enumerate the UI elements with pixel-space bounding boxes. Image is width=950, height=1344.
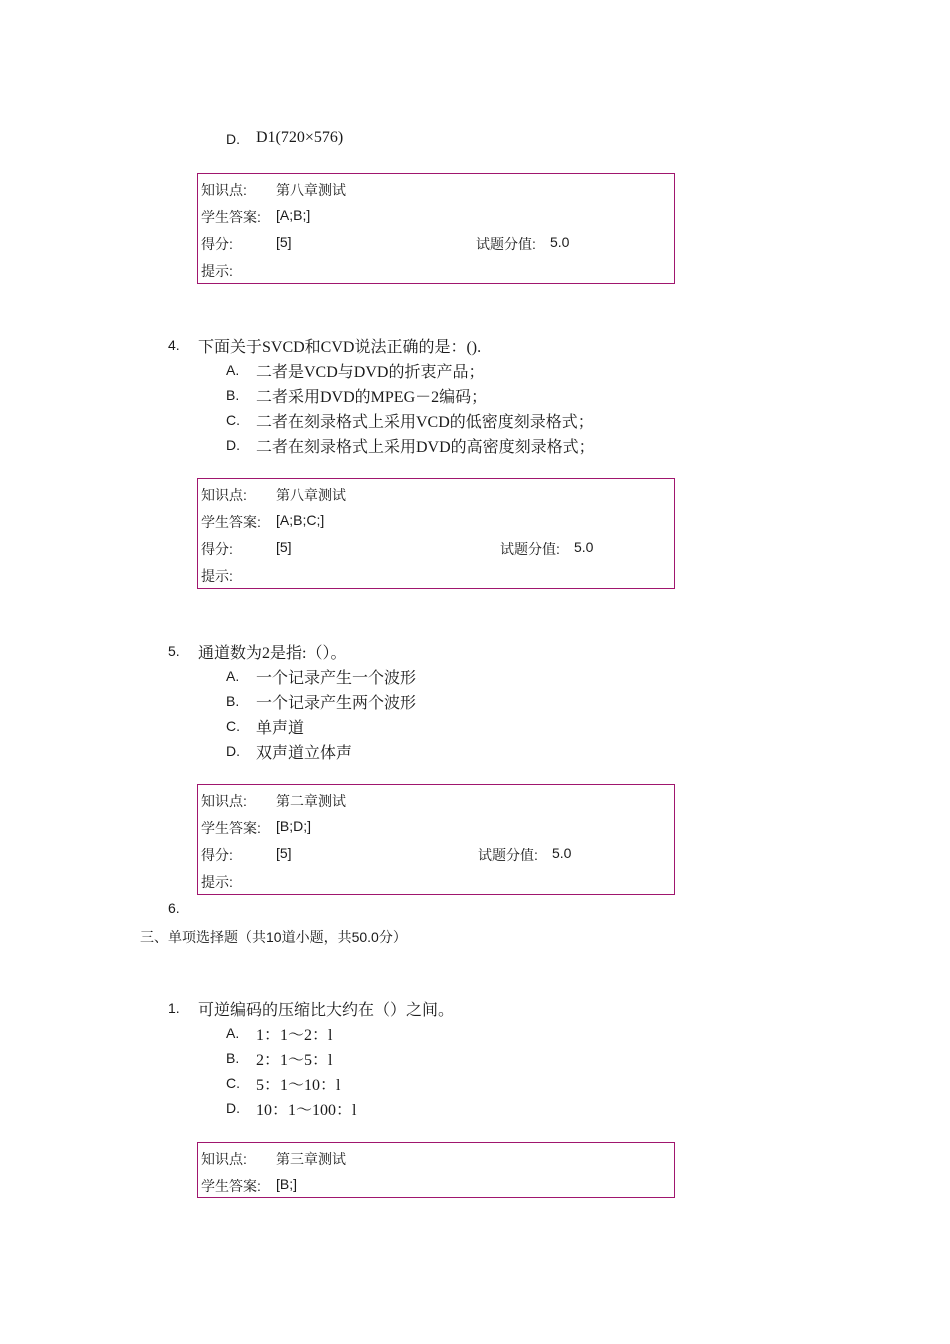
option-text: D1(720×576) xyxy=(256,129,344,146)
answer-label: 学生答案: xyxy=(201,209,261,225)
question-value: 5.0 xyxy=(552,845,572,861)
knowledge-value: 第二章测试 xyxy=(276,793,346,809)
question-number: 6. xyxy=(168,900,180,916)
option-text: 二者是VCD与DVD的折衷产品； xyxy=(256,364,485,381)
option-letter: B. xyxy=(226,693,240,709)
option-letter: D. xyxy=(226,1100,240,1116)
answer-label: 学生答案: xyxy=(201,820,261,836)
answer-info-box xyxy=(197,173,675,284)
question-value: 5.0 xyxy=(574,539,594,555)
answer-info-box xyxy=(197,784,675,895)
question-text: 可逆编码的压缩比大约在（）之间。 xyxy=(198,1002,455,1019)
option-letter: B. xyxy=(226,1050,240,1066)
answer-value: [A;B;] xyxy=(276,207,311,223)
option-letter: B. xyxy=(226,387,240,403)
answer-label: 学生答案: xyxy=(201,514,261,530)
section-heading: 三、单项选择题（共10道小题，共50.0分） xyxy=(140,929,407,945)
option-text: 二者在刻录格式上采用DVD的高密度刻录格式； xyxy=(256,439,595,456)
score-value: [5] xyxy=(276,845,292,861)
score-label: 得分: xyxy=(201,541,233,557)
option-text: 1：1～2：l xyxy=(256,1027,333,1044)
option-text: 2：1～5：l xyxy=(256,1052,333,1069)
option-letter: A. xyxy=(226,1025,240,1041)
option-letter: A. xyxy=(226,362,240,378)
option-text: 5：1～10：l xyxy=(256,1077,341,1094)
answer-value: [B;] xyxy=(276,1176,298,1192)
option-letter: D. xyxy=(226,437,240,453)
question-value-label: 试题分值: xyxy=(476,236,536,252)
hint-label: 提示: xyxy=(201,874,233,890)
option-text: 10：1～100：l xyxy=(256,1102,357,1119)
question-value: 5.0 xyxy=(550,234,570,250)
score-label: 得分: xyxy=(201,236,233,252)
option-text: 一个记录产生一个波形 xyxy=(256,670,417,687)
hint-label: 提示: xyxy=(201,263,233,279)
option-text: 二者在刻录格式上采用VCD的低密度刻录格式； xyxy=(256,414,594,431)
score-value: [5] xyxy=(276,539,292,555)
question-text: 下面关于SVCD和CVD说法正确的是：(). xyxy=(198,339,482,356)
question-number: 1. xyxy=(168,1000,180,1016)
knowledge-label: 知识点: xyxy=(201,487,247,503)
answer-value: [B;D;] xyxy=(276,818,312,834)
option-letter: D. xyxy=(226,131,240,147)
option-letter: D. xyxy=(226,743,240,759)
option-text: 双声道立体声 xyxy=(256,745,353,762)
option-letter: C. xyxy=(226,718,240,734)
knowledge-value: 第八章测试 xyxy=(276,182,346,198)
question-number: 4. xyxy=(168,337,180,353)
knowledge-value: 第三章测试 xyxy=(276,1151,346,1167)
question-value-label: 试题分值: xyxy=(500,541,560,557)
knowledge-value: 第八章测试 xyxy=(276,487,346,503)
answer-value: [A;B;C;] xyxy=(276,512,325,528)
option-letter: C. xyxy=(226,1075,240,1091)
knowledge-label: 知识点: xyxy=(201,1151,247,1167)
option-letter: A. xyxy=(226,668,240,684)
option-text: 二者采用DVD的MPEG－2编码； xyxy=(256,389,488,406)
option-text: 一个记录产生两个波形 xyxy=(256,695,417,712)
answer-info-box xyxy=(197,1142,675,1198)
score-value: [5] xyxy=(276,234,292,250)
hint-label: 提示: xyxy=(201,568,233,584)
score-label: 得分: xyxy=(201,847,233,863)
knowledge-label: 知识点: xyxy=(201,182,247,198)
question-number: 5. xyxy=(168,643,180,659)
answer-info-box xyxy=(197,478,675,589)
option-text: 单声道 xyxy=(256,720,305,737)
option-letter: C. xyxy=(226,412,240,428)
answer-label: 学生答案: xyxy=(201,1178,261,1194)
question-text: 通道数为2是指:（）。 xyxy=(198,645,347,662)
question-value-label: 试题分值: xyxy=(478,847,538,863)
knowledge-label: 知识点: xyxy=(201,793,247,809)
